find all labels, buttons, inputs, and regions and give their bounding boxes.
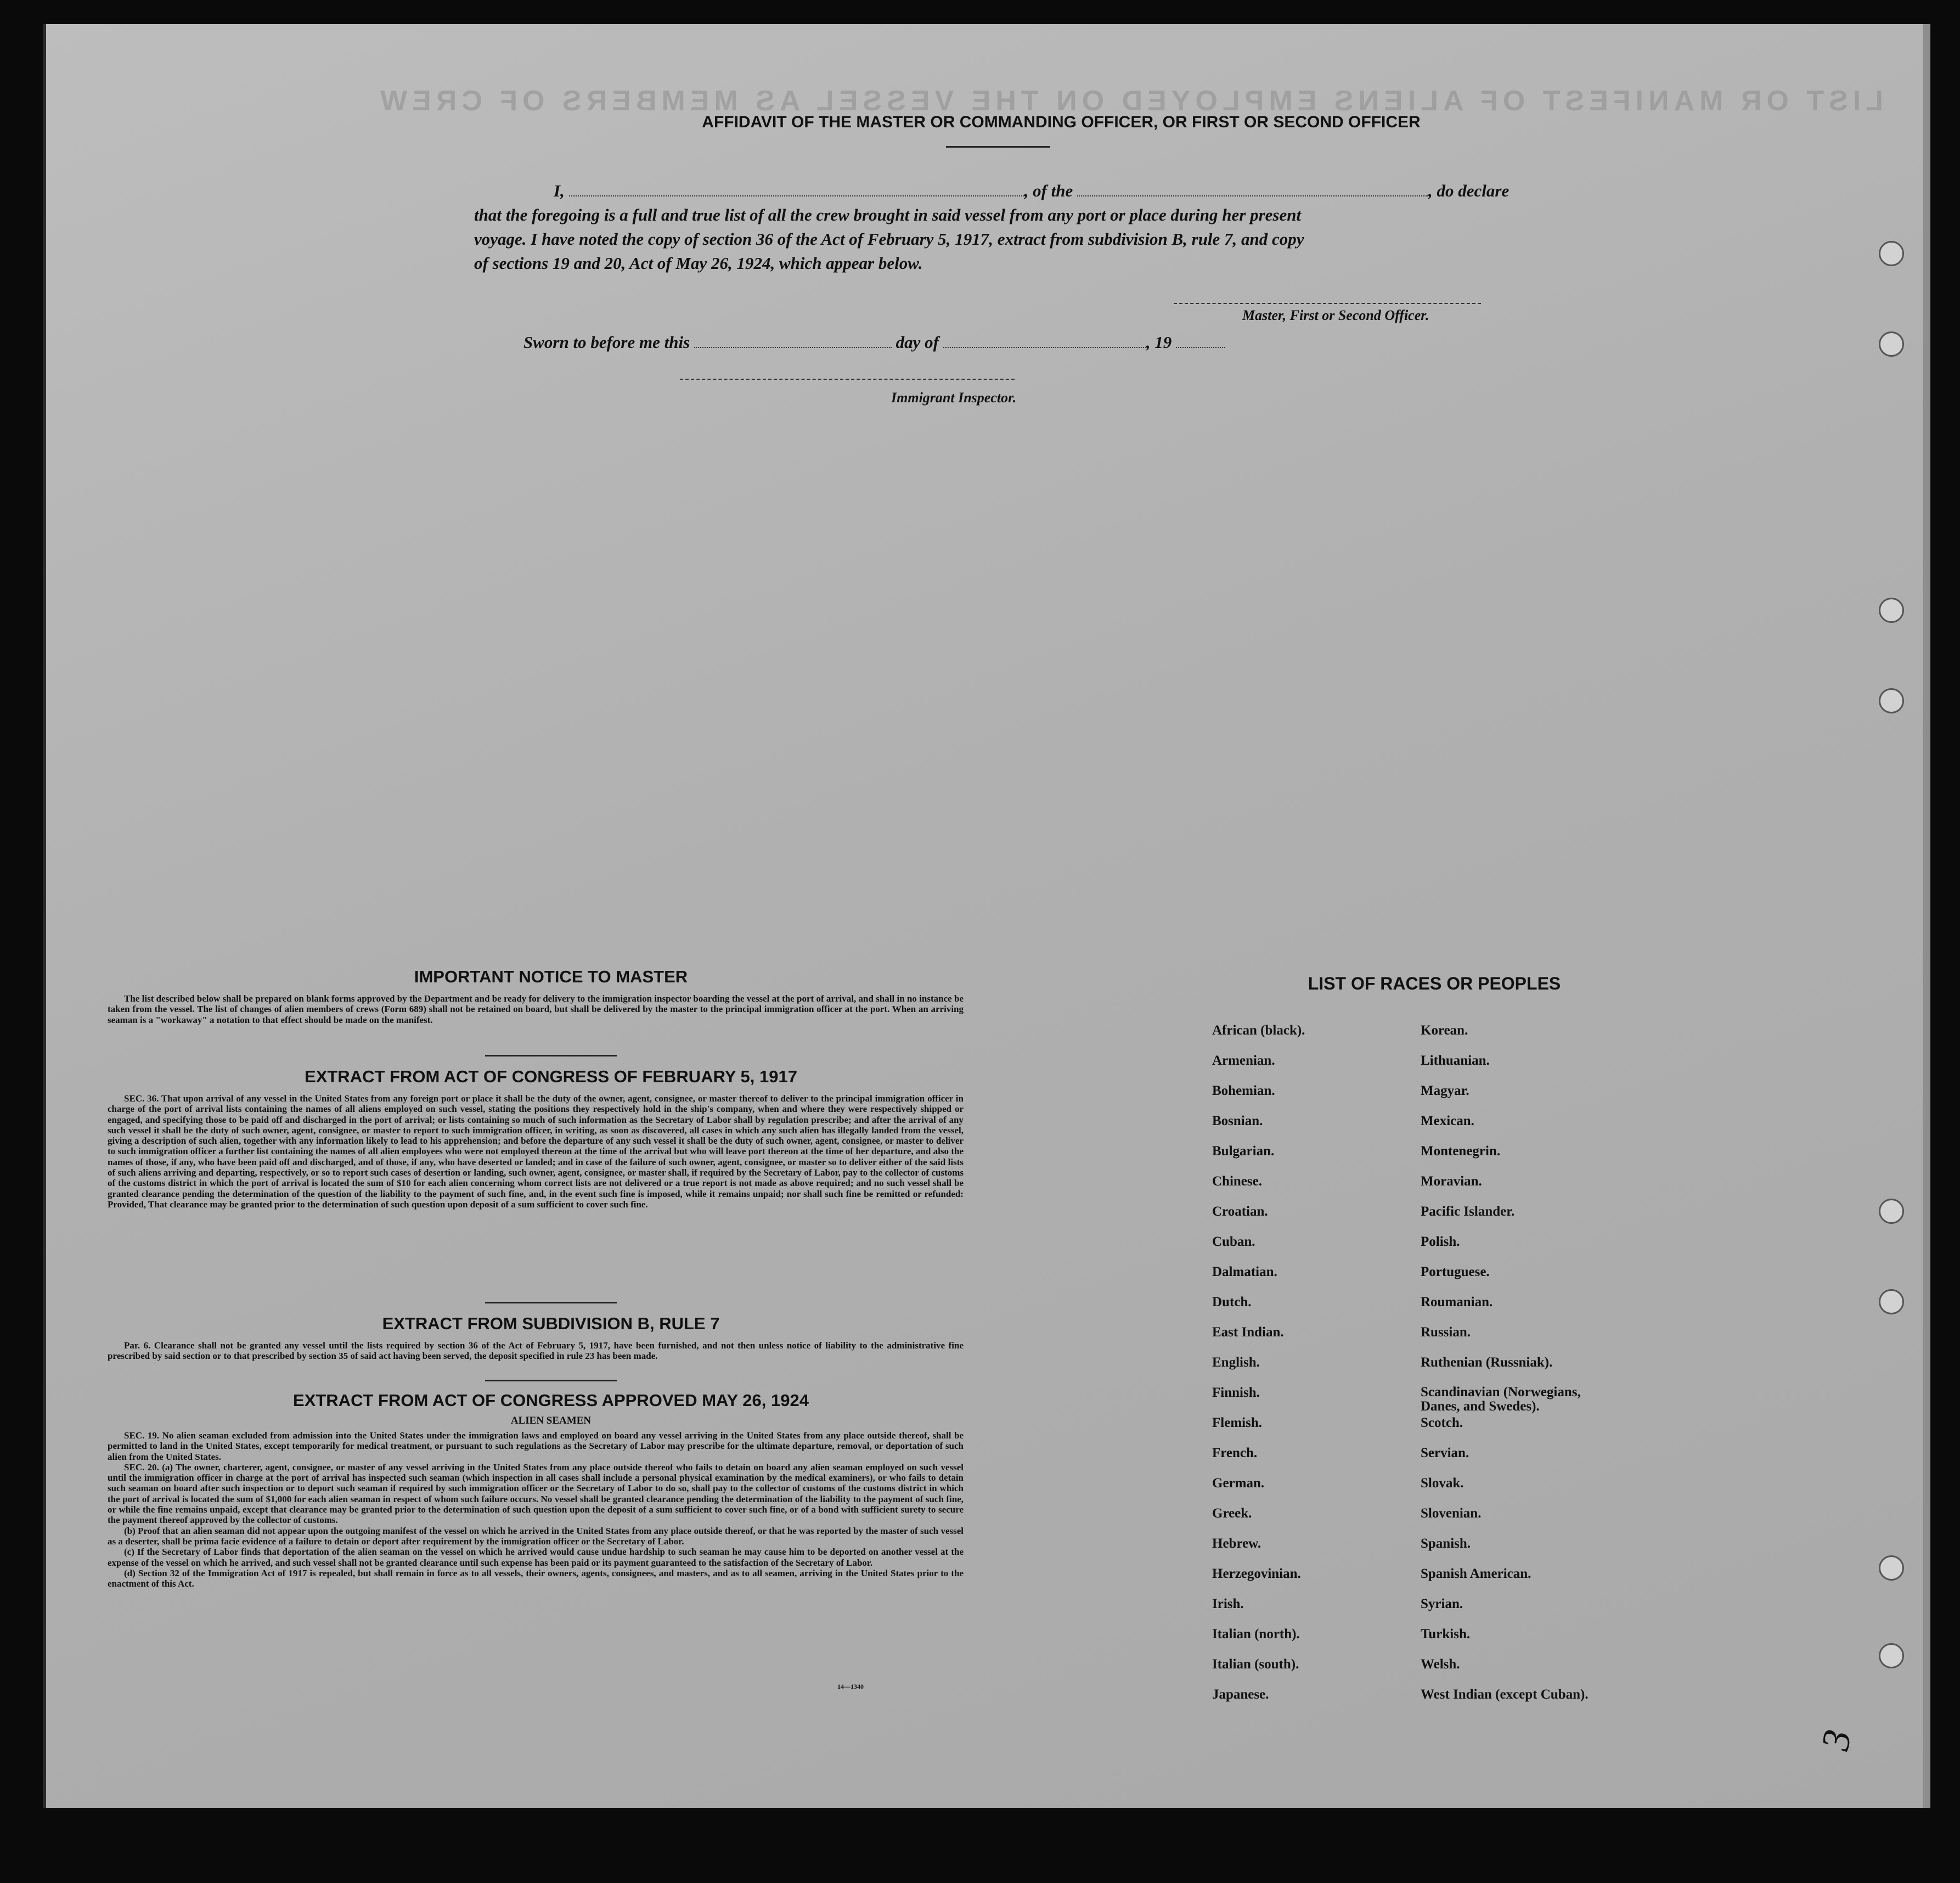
race-item: German. bbox=[1212, 1476, 1265, 1491]
section-20c-paragraph: (c) If the Secretary of Labor finds that deportation of the alien seaman on the vessel on which he arrived would cause undue hardship to such seaman he may cause him to be deported on another vessel at the expense of the vessel on which he arrived, and such vessel shall not be granted clearance until such expense has been paid or its payment guaranteed to the satisfaction of the Secretary of Labor. bbox=[108, 1547, 964, 1568]
race-item: Slovak. bbox=[1421, 1476, 1464, 1491]
races-left-column bbox=[1212, 1023, 1399, 1717]
race-item: Dalmatian. bbox=[1212, 1264, 1277, 1279]
race-item: Italian (north). bbox=[1212, 1627, 1300, 1642]
race-item: Greek. bbox=[1212, 1506, 1252, 1521]
rule-7-text bbox=[108, 1340, 964, 1362]
race-item: West Indian (except Cuban). bbox=[1421, 1687, 1589, 1702]
form-number: 14—1340 bbox=[837, 1683, 864, 1690]
race-item: Japanese. bbox=[1212, 1687, 1269, 1702]
affidavit-body bbox=[474, 179, 1566, 276]
affidavit-line-2: that the foregoing is a full and true list of all the crew brought in said vessel from any port or place during her present bbox=[474, 205, 1302, 224]
race-item: Herzegovinian. bbox=[1212, 1566, 1301, 1581]
affidavit-line-3: voyage. I have noted the copy of section 36 of the Act of February 5, 1917, extract from subdivision B, rule 7, and copy bbox=[474, 229, 1304, 249]
section-36-paragraph: SEC. 36. That upon arrival of any vessel in the United States from any foreign port or place it shall be the duty of the owner, agent, consignee, or master thereof to deliver to the principal immigration officer in charge of the port of arrival lists containing the names of all aliens employed on such vessel, stating the positions they respectively hold in the ship's company, when and where they were respectively shipped or engaged, and specifying those to be paid off and discharged in the port of arrival; or lists containing so much of such information as the Secretary of Labor shall by regulation prescribe; and after the arrival of any such vessel it shall be the duty of such owner, agent, consignee, or master to report to such immigration officer, in writing, as soon as discovered, all cases in which any such alien has illegally landed from the vessel, giving a description of such alien, together with any information likely to lead to his apprehension; and before the departure of any such vessel it shall be the duty of such owner, agent, consignee, or master to deliver to such immigration officer a further list containing the names of all alien employees who were not employed thereon at the time of the arrival but who will leave port thereon at the time of her departure, and also the names of those, if any, who have been paid off and discharged, and of those, if any, who have deserted or landed; and in case of the failure of such owner, agent, consignee, or master so to deliver either of the said lists of such aliens arriving and departing, respectively, or so to report such cases of desertion or landing, such owner, agent, consignee, or master shall, if required by the Secretary of Labor, pay to the collector of customs of the customs district in which the port of arrival is located the sum of $10 for each alien concerning whom correct lists are not delivered or a true report is not made as above required; and no such vessel shall be granted clearance pending the determination of the question of the liability to the payment of such fine, and, in the event such fine is imposed, while it remains unpaid; nor shall such fine be remitted or refunded: Provided, That clearance may be granted prior to the determination of such question upon deposit of a sum sufficient to cover such fine. bbox=[108, 1093, 964, 1210]
divider bbox=[946, 146, 1050, 148]
binder-hole bbox=[1879, 1289, 1904, 1314]
extract-1924-text bbox=[108, 1430, 964, 1589]
race-item: Welsh. bbox=[1421, 1657, 1460, 1672]
race-item: Cuban. bbox=[1212, 1234, 1255, 1249]
affidavit-line-4: of sections 19 and 20, Act of May 26, 1924, which appear below. bbox=[474, 254, 923, 273]
binder-hole bbox=[1879, 598, 1904, 623]
race-item: East Indian. bbox=[1212, 1325, 1284, 1340]
race-item: Russian. bbox=[1421, 1325, 1471, 1340]
race-item: Korean. bbox=[1421, 1023, 1468, 1038]
race-item: Servian. bbox=[1421, 1446, 1469, 1460]
race-item: Moravian. bbox=[1421, 1174, 1482, 1189]
race-item: Mexican. bbox=[1421, 1114, 1474, 1128]
binder-hole bbox=[1879, 331, 1904, 357]
bleed-through-text: LIST OR MANIFEST OF ALIENS EMPLOYED ON THE VESSEL AS MEMBERS OF CREW bbox=[375, 85, 1883, 117]
race-item: Syrian. bbox=[1421, 1597, 1463, 1611]
race-item: Irish. bbox=[1212, 1597, 1244, 1611]
notice-paragraph: The list described below shall be prepared on blank forms approved by the Department and be ready for delivery to the immigration inspector boarding the vessel at the port of arrival, and shall in no instance be taken from the vessel. The list of changes of alien members of crews (Form 689) shall not be retained on board, but shall be delivered by the master to the principal immigration officer at the port. When an arriving seaman is a "workaway" a notation to that effect should be made on the manifest. bbox=[108, 993, 964, 1025]
race-item: Armenian. bbox=[1212, 1053, 1275, 1068]
rule-7-title: EXTRACT FROM SUBDIVISION B, RULE 7 bbox=[382, 1314, 720, 1333]
divider bbox=[485, 1055, 617, 1056]
race-item: African (black). bbox=[1212, 1023, 1305, 1038]
inspector-signature-label: Immigrant Inspector. bbox=[891, 390, 1017, 406]
race-item: Bosnian. bbox=[1212, 1114, 1263, 1128]
extract-1917-text bbox=[108, 1093, 964, 1210]
race-item: English. bbox=[1212, 1355, 1260, 1370]
race-item: Finnish. bbox=[1212, 1385, 1260, 1400]
race-item: Magyar. bbox=[1421, 1083, 1469, 1098]
race-item: Turkish. bbox=[1421, 1627, 1471, 1642]
affidavit-title: AFFIDAVIT OF THE MASTER OR COMMANDING OFFICER, OR FIRST OR SECOND OFFICER bbox=[702, 113, 1421, 131]
document-sheet bbox=[43, 24, 1923, 1808]
binder-hole bbox=[1879, 1555, 1904, 1581]
sworn-line bbox=[523, 333, 1225, 352]
race-item: Ruthenian (Russniak). bbox=[1421, 1355, 1553, 1370]
affidavit-declare: , do declare bbox=[1428, 181, 1510, 200]
race-item: Portuguese. bbox=[1421, 1264, 1490, 1279]
section-19-paragraph: SEC. 19. No alien seaman excluded from admission into the United States under the immigration laws and employed on board any vessel arriving in the United States from any place outside thereof, shall be permitted to land in the United States, except temporarily for medical treatment, or pursuant to such regulations as the Secretary of Labor may prescribe for the ultimate departure, removal, or deportation of such alien from the United States. bbox=[108, 1430, 964, 1462]
binder-hole bbox=[1879, 1199, 1904, 1224]
divider bbox=[485, 1380, 617, 1381]
race-item: Scotch. bbox=[1421, 1415, 1463, 1430]
race-item: Scandinavian (Norwegians, Danes, and Swedes). bbox=[1421, 1385, 1581, 1414]
handwritten-page-number: 3 bbox=[1812, 1726, 1860, 1754]
divider bbox=[485, 1302, 617, 1303]
race-item: Bohemian. bbox=[1212, 1083, 1275, 1098]
extract-1917-title: EXTRACT FROM ACT OF CONGRESS OF FEBRUARY 5, 1917 bbox=[305, 1067, 797, 1086]
affidavit-of-the: , of the bbox=[1024, 181, 1073, 200]
master-signature-line bbox=[1174, 303, 1481, 304]
race-item: Flemish. bbox=[1212, 1415, 1262, 1430]
race-item: Pacific Islander. bbox=[1421, 1204, 1515, 1219]
race-item: Spanish. bbox=[1421, 1536, 1471, 1551]
sworn-label: Sworn to before me this bbox=[523, 333, 690, 352]
race-item: Bulgarian. bbox=[1212, 1144, 1275, 1159]
binder-hole bbox=[1879, 688, 1904, 713]
race-item: Slovenian. bbox=[1421, 1506, 1482, 1521]
race-item: French. bbox=[1212, 1446, 1258, 1460]
race-item: Chinese. bbox=[1212, 1174, 1262, 1189]
race-item: Hebrew. bbox=[1212, 1536, 1261, 1551]
section-20b-paragraph: (b) Proof that an alien seaman did not appear upon the outgoing manifest of the vessel on which he arrived in the United States from any place outside thereof, or that he was reported by the master of such vessel as a deserter, shall be prima facie evidence of a failure to detain or deport after requirement by the immigration officer or the Secretary of Labor. bbox=[108, 1525, 964, 1547]
race-item: Lithuanian. bbox=[1421, 1053, 1490, 1068]
binder-hole bbox=[1879, 1643, 1904, 1668]
race-item: Spanish American. bbox=[1421, 1566, 1531, 1581]
affidavit-i: I, bbox=[554, 181, 565, 200]
race-item: Polish. bbox=[1421, 1234, 1460, 1249]
races-title: LIST OF RACES OR PEOPLES bbox=[1308, 974, 1561, 993]
race-item: Roumanian. bbox=[1421, 1295, 1493, 1309]
race-item: Dutch. bbox=[1212, 1295, 1252, 1309]
year-label: , 19 bbox=[1146, 333, 1172, 352]
notice-title: IMPORTANT NOTICE TO MASTER bbox=[414, 967, 688, 986]
section-20d-paragraph: (d) Section 32 of the Immigration Act of 1917 is repealed, but shall remain in force as to all vessels, their owners, agents, consignees, and masters, and as to all seamen, arriving in the United States prior to the enactment of this Act. bbox=[108, 1567, 964, 1589]
section-20a-paragraph: SEC. 20. (a) The owner, charterer, agent, consignee, or master of any vessel arriving in the United States from any place outside thereof who fails to detain on board any alien seaman employed on such vessel until the immigration officer in charge at the port of arrival has inspected such seaman (which inspection in all cases shall include a personal physical examination by the medical examiners), or who fails to detain such seaman on board after such inspection or to deport such seaman if required by such immigration officer or the Secretary of Labor to do so, shall pay to the collector of customs of the customs district in which the port of arrival is located the sum of $1,000 for each alien seaman in respect of whom such failure occurs. No vessel shall be granted clearance pending the determination of the liability to the payment of such fine, or while the fine remains unpaid, except that clearance may be granted prior to the determination of such question upon the deposit of a sum sufficient to cover such fine, or of a bond with sufficient surety to secure the payment thereof approved by the collector of customs. bbox=[108, 1462, 964, 1526]
binder-hole bbox=[1879, 241, 1904, 266]
rule-7-paragraph: Par. 6. Clearance shall not be granted any vessel until the lists required by section 36 of the Act of February 5, 1917, have been furnished, and not then unless notice of liability to the administrative fine prescribed by said section or to that prescribed by section 35 of said act having been served, the deposit specified in rule 23 has been made. bbox=[108, 1340, 964, 1362]
races-right-column bbox=[1421, 1023, 1640, 1717]
master-signature-label: Master, First or Second Officer. bbox=[1242, 307, 1429, 323]
notice-text bbox=[108, 993, 964, 1025]
extract-1924-title: EXTRACT FROM ACT OF CONGRESS APPROVED MAY 26, 1924 bbox=[293, 1391, 809, 1410]
race-item: Croatian. bbox=[1212, 1204, 1268, 1219]
alien-seamen-subtitle: ALIEN SEAMEN bbox=[510, 1415, 592, 1426]
inspector-signature-line bbox=[680, 379, 1015, 380]
day-of-label: day of bbox=[895, 333, 939, 352]
race-item: Montenegrin. bbox=[1421, 1144, 1501, 1159]
race-item: Italian (south). bbox=[1212, 1657, 1299, 1672]
